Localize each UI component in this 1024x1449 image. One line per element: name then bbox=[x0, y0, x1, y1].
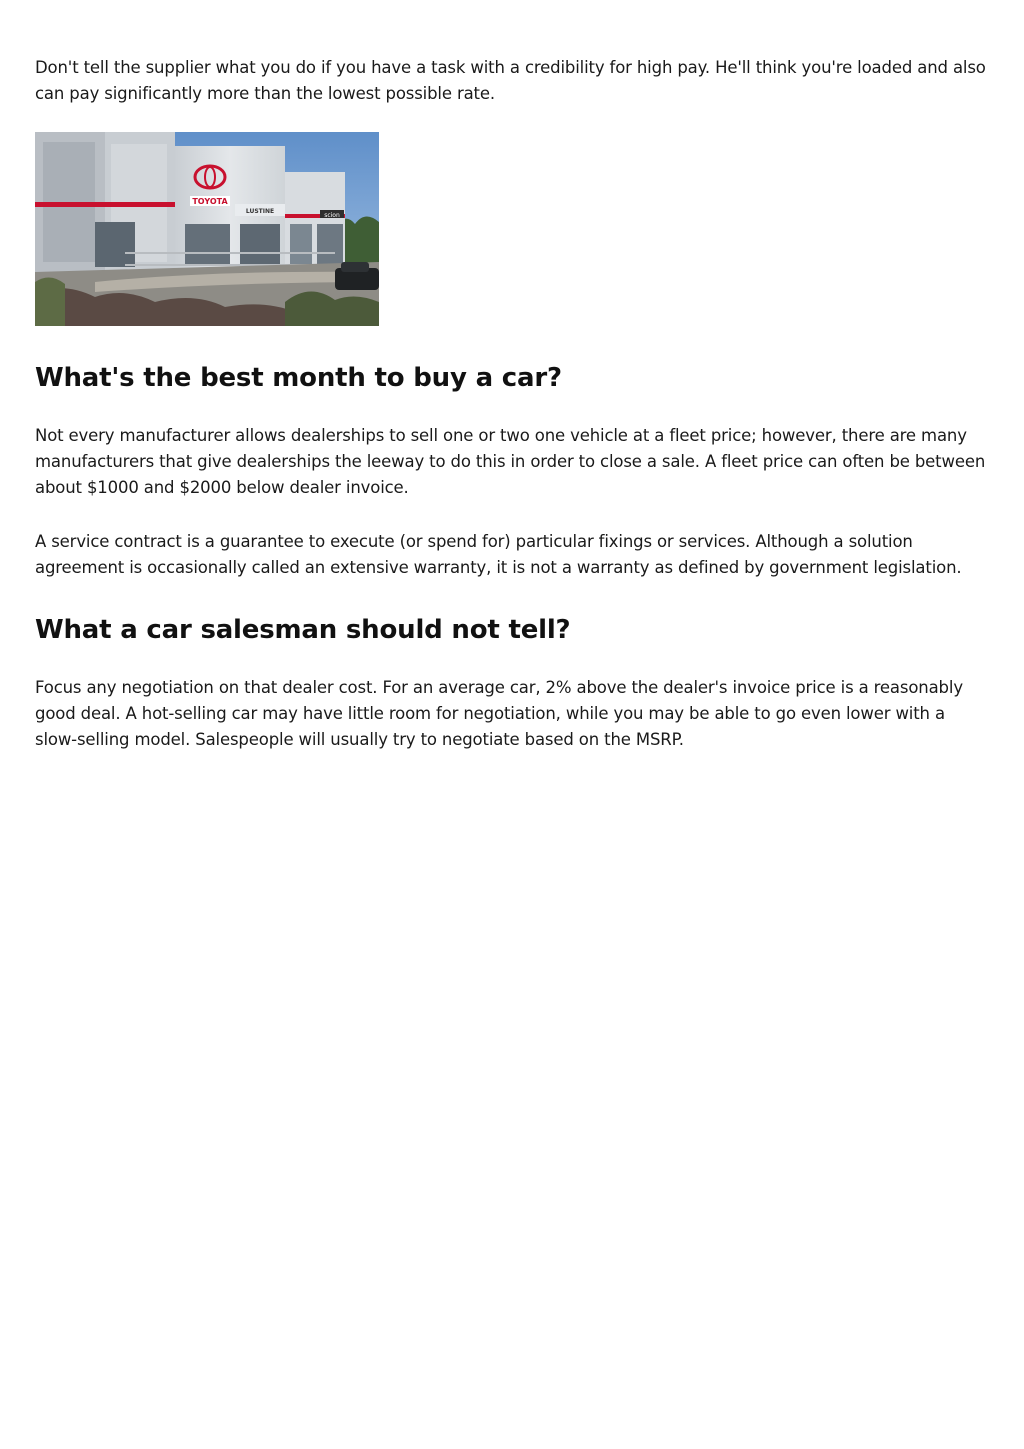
photo-sign-scion: scion bbox=[324, 212, 340, 219]
service-contract-paragraph: A service contract is a guarantee to execute (or spend for) particular fixings or services. Although a solution agreement is occasionally called an extensive warranty, it is not a warranty as defined by government legislation. bbox=[35, 532, 962, 577]
dealership-photo bbox=[35, 132, 379, 326]
section-heading-best-month: What's the best month to buy a car? bbox=[35, 363, 562, 393]
fleet-price-paragraph: Not every manufacturer allows dealerships to sell one or two one vehicle at a fleet price; however, there are many manufacturers that give dealerships the leeway to do this in order to close a sale. A fleet price can often be between about $1000 and $2000 below dealer invoice. bbox=[35, 426, 986, 497]
intro-paragraph: Don't tell the supplier what you do if you have a task with a credibility for high pay. He'll think you're loaded and also can pay significantly more than the lowest possible rate. bbox=[35, 58, 986, 103]
photo-sign-dealer: LUSTINE bbox=[245, 208, 275, 215]
section-heading-salesman: What a car salesman should not tell? bbox=[35, 615, 571, 645]
negotiation-paragraph: Focus any negotiation on that dealer cost. For an average car, 2% above the dealer's invoice price is a reasonably good deal. A hot-selling car may have little room for negotiation, while you may be able to go even lower with a slow-selling model. Salespeople will usually try to negotiate based on the MSRP. bbox=[35, 678, 963, 749]
photo-sign-toyota: TOYOTA bbox=[192, 197, 228, 206]
article bbox=[35, 55, 990, 753]
